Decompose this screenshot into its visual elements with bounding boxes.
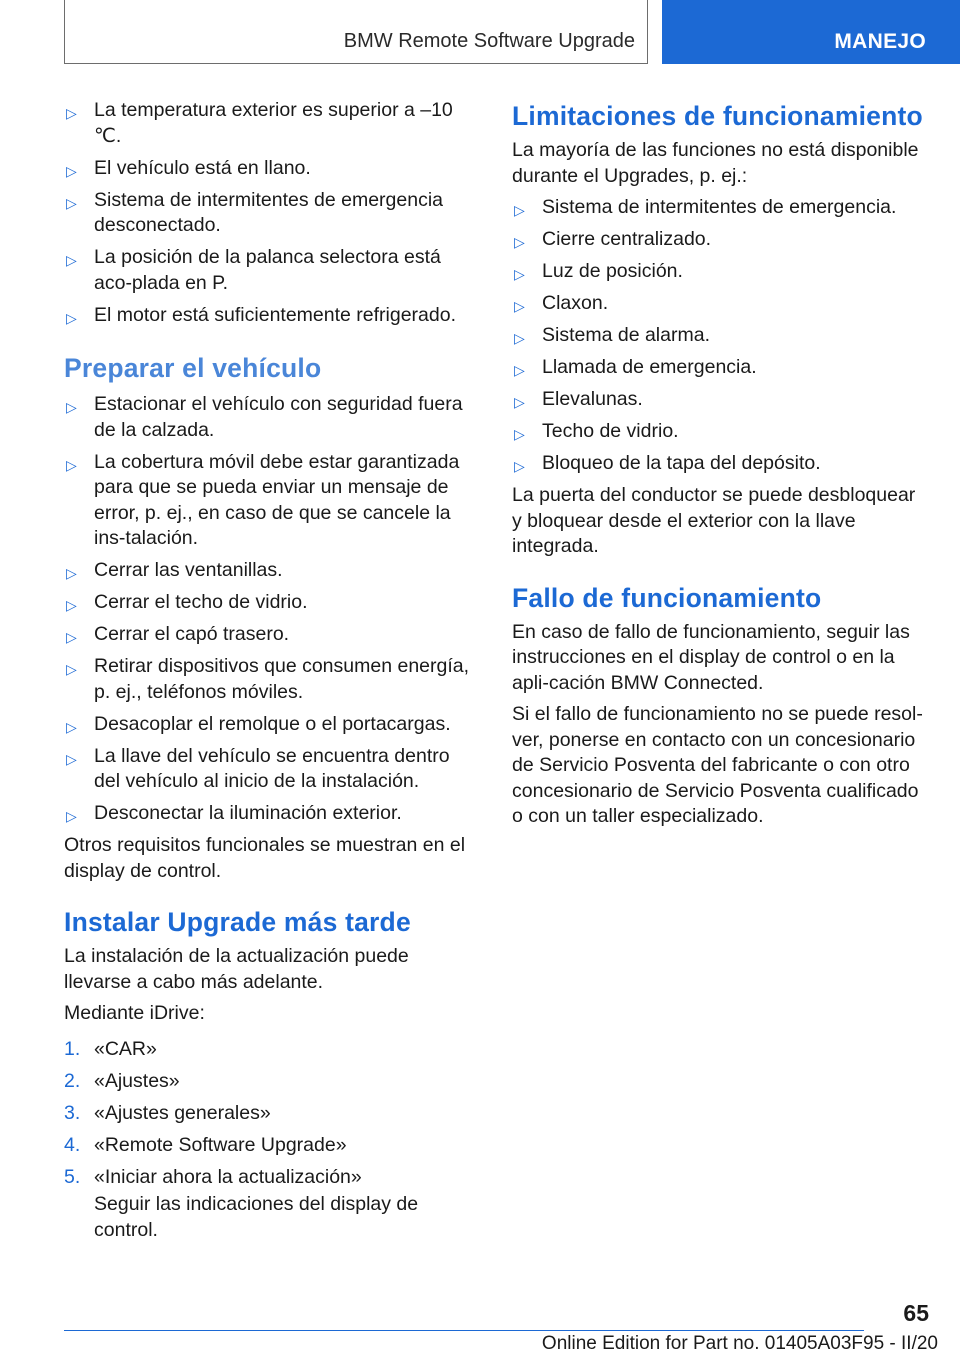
triangle-bullet-icon: ▷: [514, 458, 525, 474]
triangle-bullet-icon: ▷: [66, 750, 77, 767]
list-item: ▷ Sistema de intermitentes de emergencia desconectado.: [66, 188, 444, 236]
list-item: ▷ Luz de posición.: [512, 259, 928, 285]
step-item: 3. «Ajustes generales»: [64, 1101, 480, 1127]
triangle-bullet-icon: ▷: [514, 394, 525, 410]
step-item: 5. «Iniciar ahora la actualización»: [64, 1165, 480, 1191]
page-number: 65: [903, 1300, 929, 1326]
steps-followup: Seguir las indicaciones del display de control.: [94, 1193, 419, 1241]
list-item: ▷ Sistema de alarma.: [512, 323, 928, 349]
list-item: ▷ Sistema de intermitentes de emergencia.: [512, 195, 928, 221]
footer-edition: Online Edition for Part no. 01405A03F95 - II/20: [541, 1333, 938, 1354]
list-item: ▷ Elevalunas.: [512, 387, 928, 413]
list-item: ▷ Cerrar las ventanillas.: [64, 558, 480, 584]
list-item: ▷ El vehículo está en llano.: [64, 156, 480, 182]
step-number: 2.: [64, 1069, 81, 1092]
list-item: ▷ Cerrar el capó trasero.: [64, 622, 480, 648]
limits-list: [512, 195, 928, 477]
triangle-bullet-icon: ▷: [66, 718, 77, 735]
list-item: ▷ La temperatura exterior es superior a –10 ℃.: [66, 99, 453, 147]
preparation-note: Otros requisitos funcionales se muestran en el display de control.: [64, 834, 466, 882]
list-item: ▷ Desconectar la iluminación exterior.: [64, 801, 480, 827]
install-idrive-label: Mediante iDrive:: [64, 1002, 205, 1024]
install-paragraph: La instalación de la actualización puede llevarse a cabo más adelante.: [64, 945, 409, 993]
triangle-bullet-icon: ▷: [514, 234, 525, 250]
requirements-list: [64, 98, 480, 328]
list-item: ▷ Llamada de emergencia.: [512, 355, 928, 381]
header-title-box: [64, 0, 648, 64]
triangle-bullet-icon: ▷: [66, 629, 77, 645]
step-number: 1.: [64, 1037, 81, 1060]
section-heading-preparar: Preparar el vehículo: [64, 353, 322, 383]
triangle-bullet-icon: ▷: [514, 298, 525, 314]
header-title: BMW Remote Software Upgrade: [343, 30, 635, 52]
preparation-list: [64, 392, 480, 827]
section-tab-label: MANEJO: [834, 30, 926, 53]
section-heading-limitaciones: Limitaciones de funcionamiento: [512, 101, 923, 131]
triangle-bullet-icon: ▷: [66, 105, 77, 121]
list-item: ▷ Estacionar el vehículo con seguridad fuera de la calzada.: [66, 393, 463, 441]
triangle-bullet-icon: ▷: [66, 309, 77, 326]
list-item: ▷ El motor está suficientemente refrigerado.: [64, 303, 480, 329]
list-item: ▷ La llave del vehículo se encuentra dentro del vehículo al inicio de la instalación.: [66, 744, 450, 792]
list-item: ▷ Retirar dispositivos que consumen energía, p. ej., teléfonos móviles.: [66, 655, 470, 703]
triangle-bullet-icon: ▷: [66, 194, 77, 211]
triangle-bullet-icon: ▷: [514, 330, 525, 346]
footer-divider: [64, 1330, 864, 1331]
list-item: ▷ Cierre centralizado.: [512, 227, 928, 253]
list-item: ▷ Cerrar el techo de vidrio.: [64, 590, 480, 616]
step-item: 4. «Remote Software Upgrade»: [64, 1133, 480, 1159]
list-item: ▷ La cobertura móvil debe estar garantizada para que se pueda enviar un mensaje de error, p. ej., en caso de que se cancele la ins-talación.: [66, 450, 460, 549]
triangle-bullet-icon: ▷: [66, 252, 77, 268]
section-heading-instalar: Instalar Upgrade más tarde: [64, 907, 411, 937]
limits-intro: La mayoría de las funciones no está disponible durante el Upgrades, p. ej.:: [512, 139, 919, 187]
fail-paragraph-2: Si el fallo de funcionamiento no se puede resol-ver, ponerse en contacto con un concesionario de Servicio Posventa del fabricante o con otro concesionario de Servicio Posventa cualificado o con un taller especializado.: [512, 703, 923, 827]
triangle-bullet-icon: ▷: [66, 808, 77, 824]
list-item: ▷ La posición de la palanca selectora está aco-plada en P.: [66, 246, 441, 294]
triangle-bullet-icon: ▷: [66, 456, 77, 473]
idrive-steps-list: [64, 1037, 480, 1191]
section-tab: [662, 0, 960, 64]
triangle-bullet-icon: ▷: [66, 661, 77, 677]
list-item: ▷ Claxon.: [512, 291, 928, 317]
triangle-bullet-icon: ▷: [66, 162, 77, 179]
triangle-bullet-icon: ▷: [514, 426, 525, 442]
step-number: 3.: [64, 1101, 81, 1124]
step-number: 5.: [64, 1165, 81, 1188]
triangle-bullet-icon: ▷: [514, 202, 525, 218]
right-column: [512, 98, 928, 836]
fail-paragraph-1: En caso de fallo de funcionamiento, seguir las instrucciones en el display de control o en la apli-cación BMW Connected.: [512, 620, 910, 694]
triangle-bullet-icon: ▷: [66, 399, 77, 415]
step-number: 4.: [64, 1133, 81, 1156]
triangle-bullet-icon: ▷: [66, 597, 77, 613]
list-item: ▷ Techo de vidrio.: [512, 419, 928, 445]
step-item: 1. «CAR»: [64, 1037, 480, 1063]
limits-note: La puerta del conductor se puede desbloquear y bloquear desde el exterior con la llave integrada.: [512, 484, 916, 557]
step-item: 2. «Ajustes»: [64, 1069, 480, 1095]
triangle-bullet-icon: ▷: [66, 565, 77, 581]
triangle-bullet-icon: ▷: [514, 266, 525, 282]
left-column: [64, 98, 480, 1243]
section-heading-fallo: Fallo de funcionamiento: [512, 582, 822, 613]
list-item: ▷ Desacoplar el remolque o el portacargas.: [64, 712, 480, 738]
list-item: ▷ Bloqueo de la tapa del depósito.: [512, 451, 928, 477]
triangle-bullet-icon: ▷: [514, 362, 525, 378]
